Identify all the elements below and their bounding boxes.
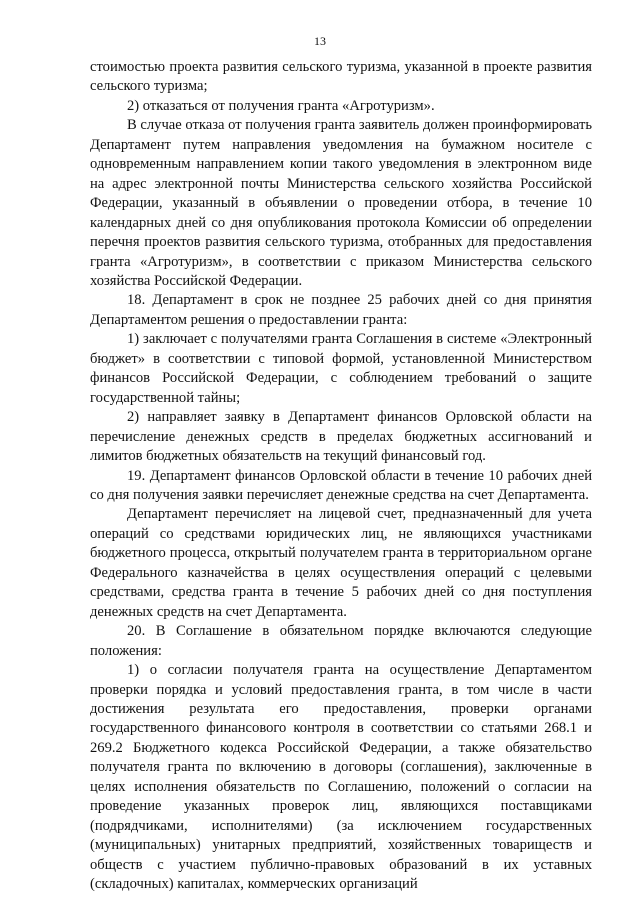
document-body: [90, 58, 592, 894]
paragraph: стоимостью проекта развития сельского туризма, указанной в проекте развития сельского туризма;: [90, 59, 592, 95]
paragraph: Департамент перечисляет на лицевой счет, предназначенный для учета операций со средствами юридических лиц, не являющихся участниками бюджетного процесса, открытый получателем гранта в территориальном органе Федерального казначейства в целях осуществления операций с целевыми средствами, средства гранта в течение 5 рабочих дней со дня поступления денежных средств на счет Департамента.: [90, 506, 592, 620]
paragraph: 2) направляет заявку в Департамент финансов Орловской области на перечисление денежных средств в пределах бюджетных ассигнований и лимитов бюджетных обязательств на текущий финансовый год.: [90, 409, 592, 465]
paragraph: 18. Департамент в срок не позднее 25 рабочих дней со дня принятия Департаментом решения о предоставлении гранта:: [90, 292, 592, 328]
paragraph: 2) отказаться от получения гранта «Агротуризм».: [127, 97, 435, 114]
paragraph: 1) заключает с получателями гранта Соглашения в системе «Электронный бюджет» в соответствии с типовой формой, установленной Министерством финансов Российской Федерации, с соблюдением требований о защите государственной тайны;: [90, 331, 592, 406]
paragraph: 1) о согласии получателя гранта на осуществление Департаментом проверки порядка и условий предоставления гранта, в том числе в части достижения результата его предоставления, проверки органами государственного финансового контроля в соответствии со статьями 268.1 и 269.2 Бюджетного кодекса Российской Федерации, а также обязательство получателя гранта по включению в договоры (соглашения), заключенные в целях исполнения обязательств по Соглашению, положений о согласии на проведение указанных проверок лиц, являющихся поставщиками (подрядчиками, исполнителями) (за исключением государственных (муниципальных) унитарных предприятий, хозяйственных товариществ и обществ с участием публично-правовых образований в их уставных (складочных) капиталах, коммерческих организаций: [90, 662, 592, 893]
paragraph: 19. Департамент финансов Орловской области в течение 10 рабочих дней со дня получения заявки перечисляет денежные средства на счет Департамента.: [90, 467, 592, 503]
paragraph: В случае отказа от получения гранта заявитель должен проинформировать Департамент путем направления уведомления на бумажном носителе с одновременным направлением копии такого уведомления в электронном виде на адрес электронной почты Министерства сельского хозяйства Российской Федерации, указанный в объявлении о проведении отбора, в течение 10 календарных дней со дня опубликования протокола Комиссии об определении перечня проектов развития сельского туризма, отобранных для предоставления гранта «Агротуризм», в соответствии с приказом Министерства сельского хозяйства Российской Федерации.: [90, 117, 592, 289]
page-number: 13: [314, 34, 326, 48]
paragraph: 20. В Соглашение в обязательном порядке включаются следующие положения:: [90, 623, 592, 659]
